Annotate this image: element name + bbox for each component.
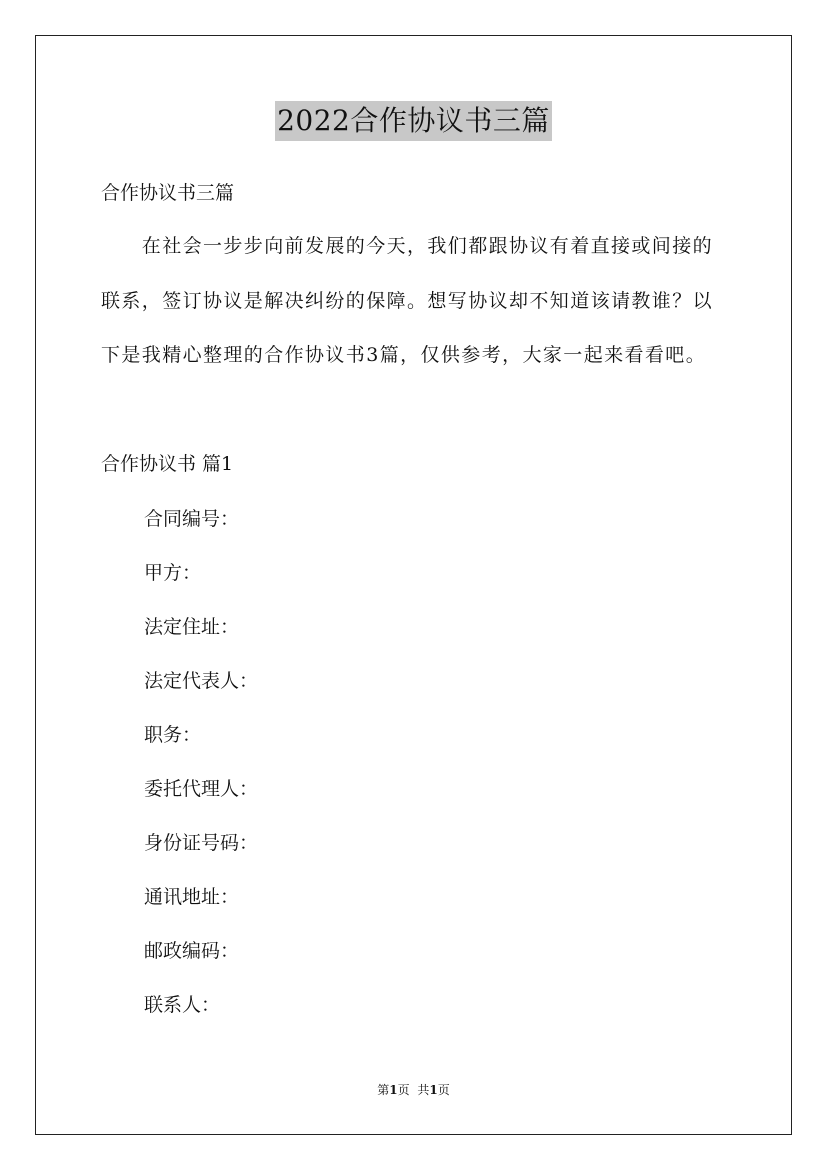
page-footer (0, 1082, 827, 1098)
footer-total-suffix: 页 (437, 1083, 450, 1097)
field-legal-representative: 法定代表人： (144, 670, 259, 692)
footer-page-suffix: 页 (397, 1083, 410, 1097)
field-postal-code: 邮政编码： (144, 940, 240, 962)
field-authorized-agent: 委托代理人： (144, 778, 259, 800)
footer-page-number: 1 (389, 1083, 398, 1097)
intro-paragraph-line-3: 下是我精心整理的合作协议书3篇，仅供参考，大家一起来看看吧。 (101, 344, 707, 366)
footer-total-prefix: 共 (417, 1083, 430, 1097)
section-heading: 合作协议书 篇1 (101, 453, 234, 475)
footer-page-prefix: 第 (377, 1083, 390, 1097)
field-mailing-address: 通讯地址： (144, 886, 240, 908)
document-subtitle: 合作协议书三篇 (101, 182, 235, 204)
field-position: 职务： (144, 724, 202, 746)
field-legal-address: 法定住址： (144, 616, 240, 638)
field-party-a: 甲方： (144, 562, 202, 584)
field-contract-number: 合同编号： (144, 508, 240, 530)
field-contact-person: 联系人： (144, 994, 221, 1016)
title-container (0, 101, 827, 141)
footer-total-pages: 1 (429, 1083, 438, 1097)
intro-paragraph-line-2: 联系，签订协议是解决纠纷的保障。想写协议却不知道该请教谁？以 (101, 290, 714, 312)
intro-paragraph-line-1: 在社会一步步向前发展的今天，我们都跟协议有着直接或间接的 (101, 235, 714, 257)
document-title: 2022合作协议书三篇 (275, 101, 552, 141)
field-id-number: 身份证号码： (144, 832, 259, 854)
